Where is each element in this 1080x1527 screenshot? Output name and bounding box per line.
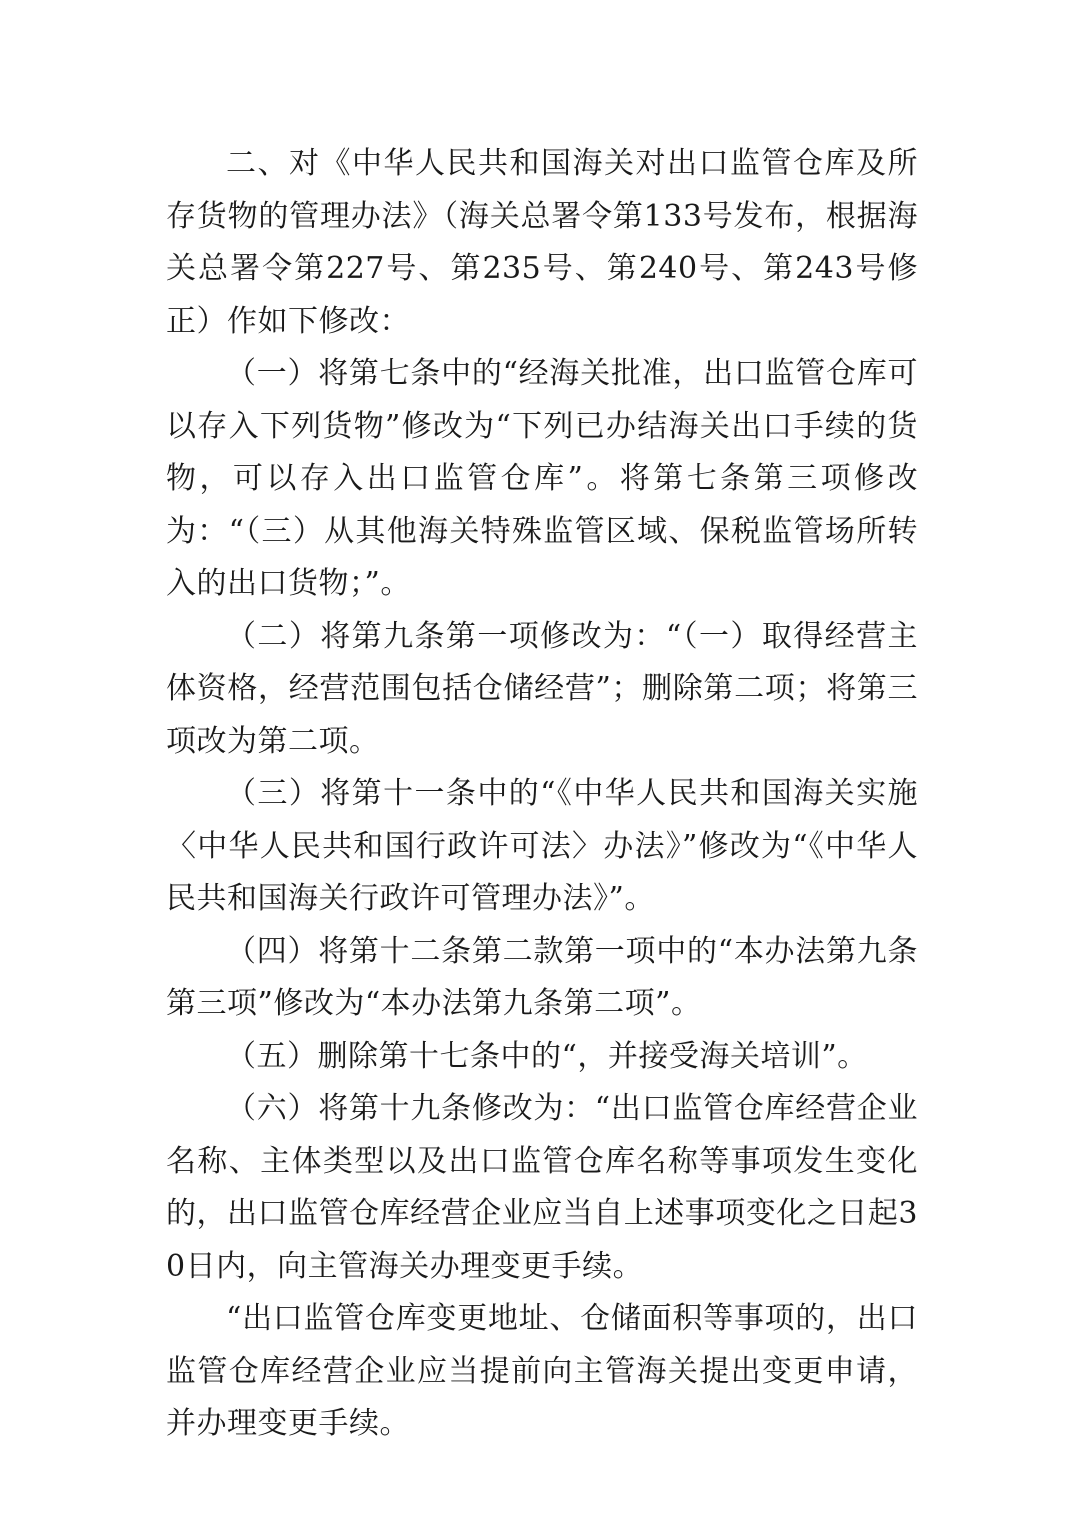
paragraph-item-5: （五）删除第十七条中的“，并接受海关培训”。 (226, 1038, 868, 1074)
paragraph-item-4: （四）将第十二条第二款第一项中的“本办法第九条第三项”修改为“本办法第九条第二项”。 (166, 933, 918, 1021)
paragraph-item-6-continued: “出口监管仓库变更地址、仓储面积等事项的，出口监管仓库经营企业应当提前向主管海关提出变更申请，并办理变更手续。 (166, 1301, 918, 1441)
paragraph-item-1: （一）将第七条中的“经海关批准，出口监管仓库可以存入下列货物”修改为“下列已办结海关出口手续的货物，可以存入出口监管仓库”。将第七条第三项修改为：“（三）从其他海关特殊监管区域、保税监管场所转入的出口货物；”。 (166, 356, 918, 601)
paragraph-item-3: （三）将第十一条中的“《中华人民共和国海关实施〈中华人民共和国行政许可法〉办法》”修改为“《中华人民共和国海关行政许可管理办法》”。 (166, 776, 918, 916)
paragraph-item-2: （二）将第九条第一项修改为：“（一）取得经营主体资格，经营范围包括仓储经营”；删除第二项；将第三项改为第二项。 (166, 618, 918, 759)
paragraph-item-6: （六）将第十九条修改为：“出口监管仓库经营企业名称、主体类型以及出口监管仓库名称等事项发生变化的，出口监管仓库经营企业应当自上述事项变化之日起30日内，向主管海关办理变更手续。 (166, 1091, 918, 1284)
paragraph-article-two-intro: 二、对《中华人民共和国海关对出口监管仓库及所存货物的管理办法》（海关总署令第133号发布，根据海关总署令第227号、第235号、第240号、第243号修正）作如下修改： (166, 146, 918, 339)
document-body (166, 138, 918, 1451)
